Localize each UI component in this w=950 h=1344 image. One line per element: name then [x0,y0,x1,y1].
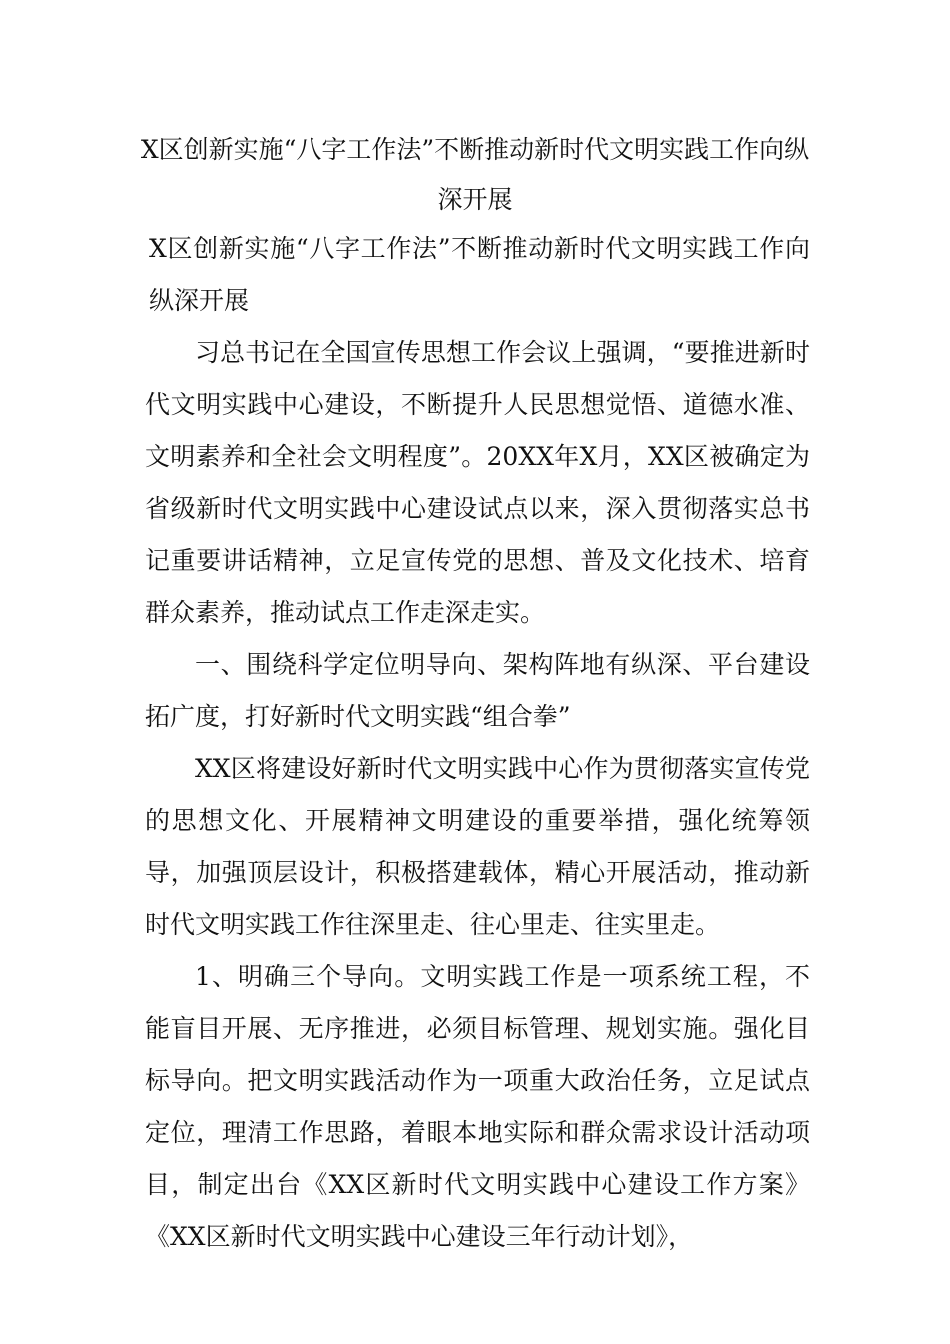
body-paragraph: 1、明确三个导向。文明实践工作是一项系统工程，不能盲目开展、无序推进，必须目标管理、规划实施。强化目标导向。把文明实践活动作为一项重大政治任务，立足试点定位，理清工作思路，着眼本地实际和群众需求设计活动项目，制定出台《XX区新时代文明实践中心建设工作方案》《XX区新时代文明实践中心建设三年行动计划》， [145,962,810,1251]
section-heading: 一、围绕科学定位明导向、架构阵地有纵深、平台建设拓广度，打好新时代文明实践“组合拳” [145,650,810,731]
document-title: X区创新实施“八字工作法”不断推动新时代文明实践工作向纵深开展 [140,135,810,214]
body-paragraph: XX区将建设好新时代文明实践中心作为贯彻落实宣传党的思想文化、开展精神文明建设的重要举措，强化统筹领导，加强顶层设计，积极搭建载体，精心开展活动，推动新时代文明实践工作往深里走、往心里走、往实里走。 [145,754,810,939]
body-paragraph: 习总书记在全国宣传思想工作会议上强调，“要推进新时代文明实践中心建设，不断提升人民思想觉悟、道德水准、文明素养和全社会文明程度”。20XX年X月，XX区被确定为省级新时代文明实践中心建设试点以来，深入贯彻落实总书记重要讲话精神，立足宣传党的思想、普及文化技术、培育群众素养，推动试点工作走深走实。 [145,338,810,627]
document-body [145,223,810,1263]
document-subtitle: X区创新实施“八字工作法”不断推动新时代文明实践工作向纵深开展 [149,234,810,315]
